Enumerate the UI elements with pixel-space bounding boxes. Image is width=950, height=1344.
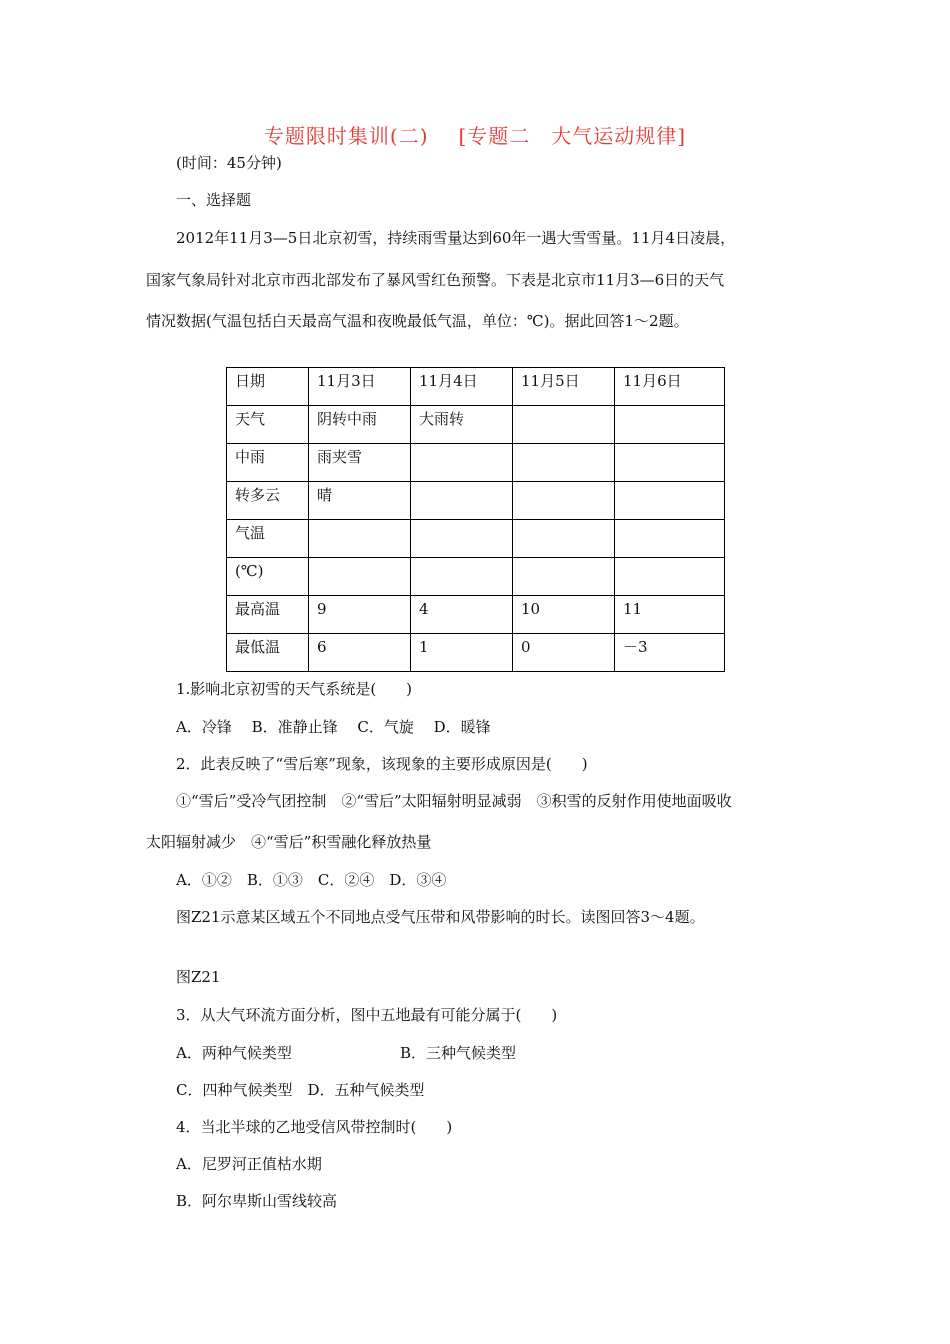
table-cell (615, 558, 725, 596)
table-cell: 11月5日 (513, 368, 615, 406)
table-cell (309, 558, 411, 596)
section-heading: 一、选择题 (176, 191, 252, 209)
question-4-option-b: B．阿尔卑斯山雪线较高 (176, 1192, 338, 1210)
table-cell: 阴转中雨 (309, 406, 411, 444)
table-cell: 11月4日 (411, 368, 513, 406)
table-cell: 9 (309, 596, 411, 634)
table-cell: 10 (513, 596, 615, 634)
table-cell: 中雨 (227, 444, 309, 482)
table-cell (513, 406, 615, 444)
table-cell: (℃) (227, 558, 309, 596)
table-cell: 11 (615, 596, 725, 634)
title-main: 专题限时集训(二) (263, 124, 429, 148)
table-cell: 晴 (309, 482, 411, 520)
table-cell: 6 (309, 634, 411, 672)
question-3-stem: 3．从大气环流方面分析，图中五地最有可能分属于( ) (176, 1006, 558, 1024)
table-row (227, 368, 725, 406)
question-4-option-a: A．尼罗河正值枯水期 (176, 1155, 322, 1173)
title-topic: [专题二 大气运动规律] (458, 124, 687, 148)
table-cell: 日期 (227, 368, 309, 406)
question-1-stem: 1.影响北京初雪的天气系统是( ) (176, 680, 413, 698)
table-cell (513, 520, 615, 558)
table-cell (615, 444, 725, 482)
table-cell (513, 558, 615, 596)
table-cell: 4 (411, 596, 513, 634)
table-cell (411, 444, 513, 482)
table-cell (615, 520, 725, 558)
question-2-items-line-1: ①“雪后”受冷气团控制 ②“雪后”太阳辐射明显减弱 ③积雪的反射作用使地面吸收 (176, 792, 732, 810)
intro-line-3: 情况数据(气温包括白天最高气温和夜晚最低气温，单位：℃)。据此回答1～2题。 (146, 312, 689, 330)
table-cell: 11月6日 (615, 368, 725, 406)
question-4-stem: 4．当北半球的乙地受信风带控制时( ) (176, 1118, 453, 1136)
table-cell: 1 (411, 634, 513, 672)
table-cell (309, 520, 411, 558)
table-cell: 气温 (227, 520, 309, 558)
question-2-stem: 2．此表反映了“雪后寒”现象，该现象的主要形成原因是( ) (176, 755, 588, 773)
table-cell (411, 520, 513, 558)
table-cell: 11月3日 (309, 368, 411, 406)
table-cell: 0 (513, 634, 615, 672)
question-3-option-a: A．两种气候类型 (176, 1044, 292, 1062)
table-cell: 最低温 (227, 634, 309, 672)
intro-line-1: 2012年11月3—5日北京初雪，持续雨雪量达到60年一遇大雪雪量。11月4日凌晨， (176, 229, 736, 247)
table-cell (411, 558, 513, 596)
time-limit: (时间：45分钟) (176, 154, 282, 172)
weather-table (226, 367, 725, 672)
table-cell: 雨夹雪 (309, 444, 411, 482)
intro-line-2: 国家气象局针对北京市西北部发布了暴风雪红色预警。下表是北京市11月3—6日的天气 (146, 271, 725, 289)
question-2-options: A．①② B．①③ C．②④ D．③④ (176, 871, 447, 889)
question-1-options: A．冷锋 B．准静止锋 C．气旋 D．暖锋 (176, 718, 491, 736)
table-cell: 天气 (227, 406, 309, 444)
table-cell: 最高温 (227, 596, 309, 634)
table-cell (411, 482, 513, 520)
figure-caption: 图Z21 (176, 968, 221, 986)
table-row (227, 634, 725, 672)
table-cell (615, 482, 725, 520)
question-3-options-cd: C．四种气候类型 D．五种气候类型 (176, 1081, 425, 1099)
table-row (227, 444, 725, 482)
table-cell (513, 482, 615, 520)
table-cell: 转多云 (227, 482, 309, 520)
table-cell (615, 406, 725, 444)
table-row (227, 520, 725, 558)
table-cell: 大雨转 (411, 406, 513, 444)
table-row (227, 482, 725, 520)
question-2-items-line-2: 太阳辐射减少 ④“雪后”积雪融化释放热量 (146, 833, 432, 851)
table-cell (513, 444, 615, 482)
table-row (227, 558, 725, 596)
question-3-option-b: B．三种气候类型 (400, 1044, 517, 1062)
table-row (227, 596, 725, 634)
page-title (0, 120, 950, 149)
table-row (227, 406, 725, 444)
table-cell: －3 (615, 634, 725, 672)
figure-intro: 图Z21示意某区域五个不同地点受气压带和风带影响的时长。读图回答3～4题。 (176, 908, 705, 926)
